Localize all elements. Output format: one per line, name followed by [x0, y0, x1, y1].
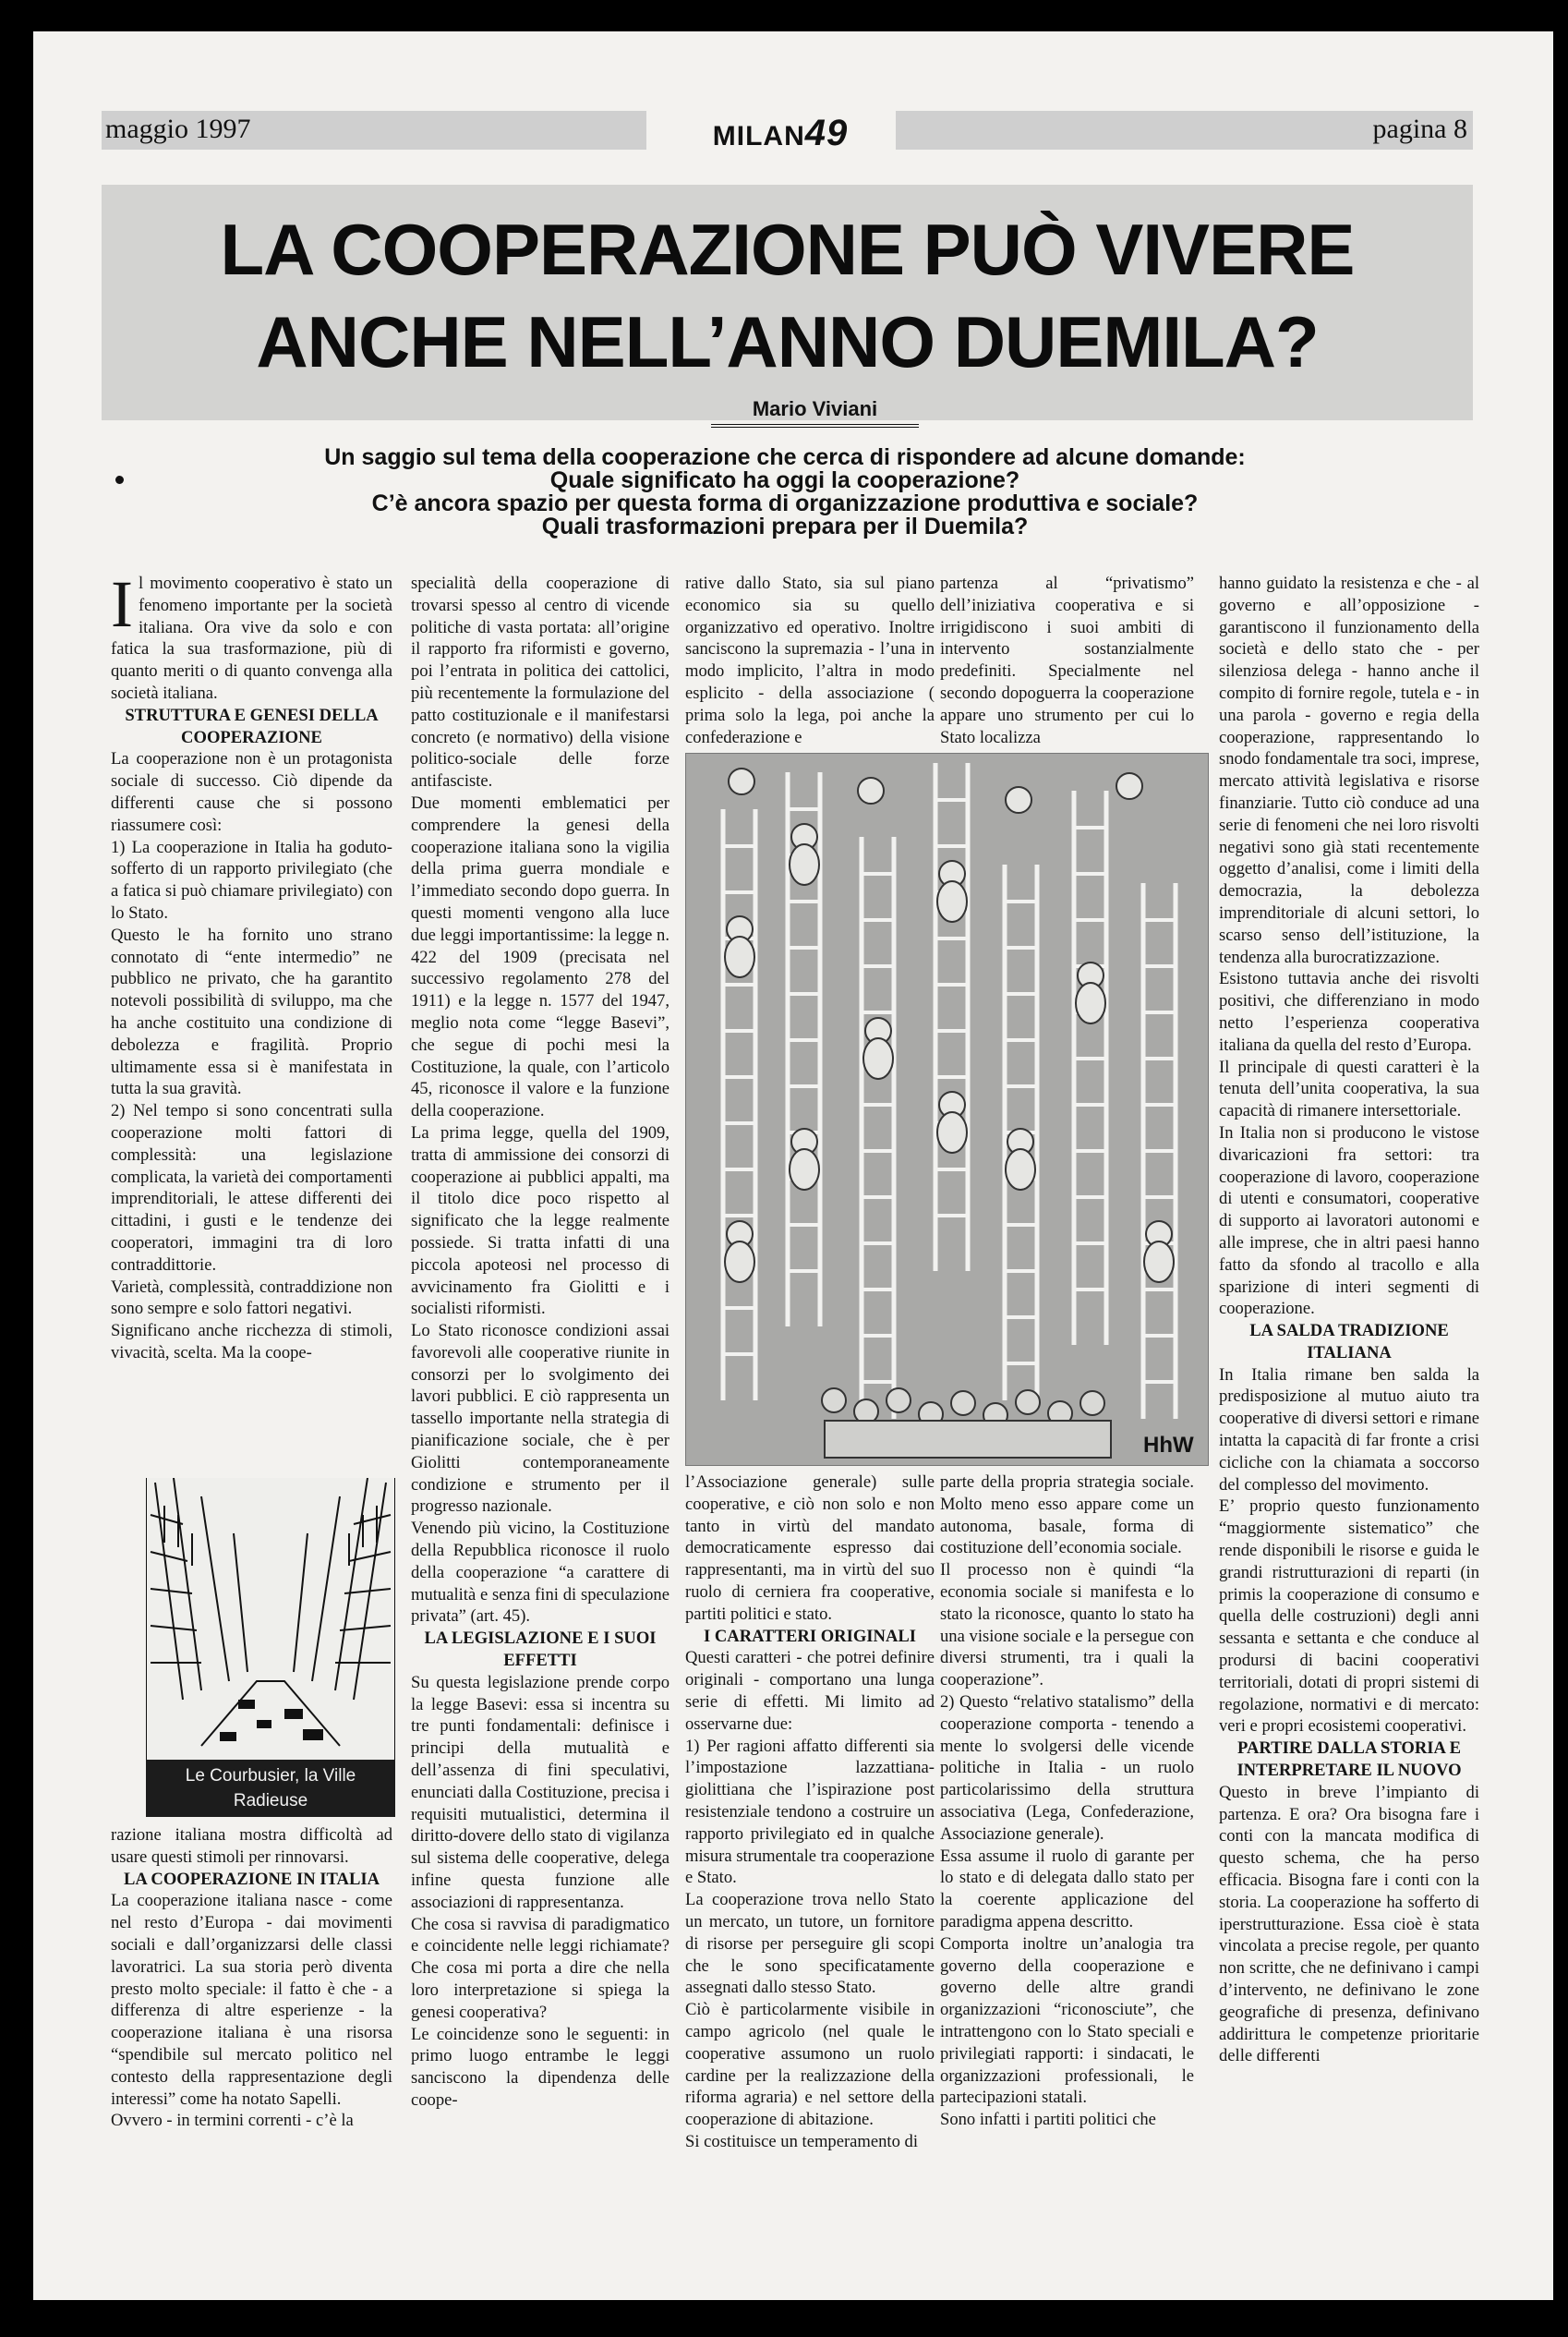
- masthead-left-bar: [102, 111, 646, 150]
- paragraph: 1) La cooperazione in Italia ha goduto-sofferto di un rapporto privilegiato (che a fatica si può chiamare privilegiato) con lo Stato.: [111, 837, 392, 923]
- paragraph: Questo le ha fornito uno strano connotato di “ente intermedio” ne pubblico ne privato, che ha garantito notevoli possibilità di sviluppo, ma che ha anche costituito una condizione di debolezza e fragilità. Proprio ultimamente essa si è manifestata in tutta la sua gravità.: [111, 925, 392, 1099]
- masthead-right-bar: [896, 111, 1473, 150]
- paragraph: Comporta inoltre un’analogia tra governo della cooperazione e governo delle altre grandi organizzazioni “riconosciute”, che intrattengono con lo Stato speciali e privilegiati rapporti: i sindacati, le organizzazioni professionali, le partecipazioni statali.: [940, 1933, 1194, 2108]
- paragraph: La cooperazione italiana nasce - come nel resto d’Europa - dai movimenti sociali e dall’organizzarsi delle classi lavoratrici. La sua storia però diventa presto molto speciale: il fatto è che - a differenza di altre esperienze - la cooperazione italiana è una risorsa “spendibile sul mercato politico nel contesto della rappresentazione degli interessi” come ha notato Sapelli.: [111, 1891, 392, 2109]
- deck-line-3: C’è ancora spazio per questa forma di organizzazione produttiva e sociale?: [371, 490, 1199, 516]
- city-sketch-illustration: [146, 1478, 395, 1760]
- byline: Mario Viviani: [711, 397, 919, 428]
- column-1-continued: [111, 1824, 392, 2132]
- paragraph: partenza al “privatismo” dell’iniziativa cooperativa e si irrigidiscono i suoi ambiti di intervento sostanzialmente predefiniti. Specialmente nel secondo dopoguerra la cooperazione appare uno strumento per cui lo Stato localizza: [940, 574, 1194, 747]
- paragraph: Ciò è particolarmente visibile in campo agricolo (nel quale le cooperative assumono un ruolo cardine per la realizzazione della riforma agraria) e nel settore della cooperazione di abitazione.: [685, 2000, 935, 2130]
- paragraph: La prima legge, quella del 1909, tratta di ammissione dei consorzi di cooperazione ai pubblici appalti, ma il titolo dice poco rispetto al significato che la legge realmente possiede. Si tratta infatti di una piccola apoteosi nel processo di avvicinamento fra Giolitti e i socialisti riformisti.: [411, 1122, 669, 1319]
- column-1: [111, 567, 392, 1364]
- paragraph: Essa assume il ruolo di garante per lo stato e di delegata dallo stato per la coerente applicazione del paradigma appena descritto.: [940, 1846, 1194, 1931]
- issue-date: maggio 1997: [105, 114, 251, 144]
- deck-line-4: Quali trasformazioni prepara per il Duemila?: [541, 514, 1029, 539]
- drop-cap: I: [111, 567, 133, 641]
- paragraph: La cooperazione non è un protagonista sociale di successo. Ciò dipende da differenti cause che si possono riassumere così:: [111, 749, 392, 835]
- ladders-painting: [686, 754, 1208, 1465]
- paragraph: 1) Per ragioni affatto differenti sia l’impostazione lazzattiana-giolittiana che l’ispirazione post resistenziale tendono a costruire un rapporto privilegiato ed in qualche misura strumentale tra cooperazione e Stato.: [685, 1736, 935, 1888]
- section-heading: I CARATTERI ORIGINALI: [703, 1626, 917, 1646]
- paragraph: Venendo più vicino, la Costituzione della Repubblica riconosce il ruolo della cooperazione “a carattere di mutualità e senza fini di speculazione privata” (art. 45).: [411, 1519, 669, 1627]
- section-heading: LA COOPERAZIONE IN ITALIA: [123, 1869, 380, 1889]
- section-heading: PARTIRE DALLA STORIA E INTERPRETARE IL NUOVO: [1236, 1738, 1462, 1781]
- paragraph: Il principale di questi caratteri è la tenuta dell’unita cooperativa, la sua capacità di rimanere intersettoriale.: [1219, 1057, 1479, 1121]
- section-heading: LA SALDA TRADIZIONE ITALIANA: [1249, 1321, 1449, 1362]
- page-number: pagina 8: [1372, 114, 1467, 144]
- section-heading: STRUTTURA E GENESI DELLA COOPERAZIONE: [125, 705, 379, 747]
- paragraph: 2) Questo “relativo statalismo” della cooperazione comporta - tenendo a mente lo svolgersi delle vicende politiche in Italia - un ruolo particolarissimo della struttura associativa (Lega, Confederazione, Associazione generale).: [940, 1691, 1194, 1844]
- paragraph: Ovvero - in termini correnti - c’è la: [111, 2111, 354, 2131]
- paragraph: Questo in breve l’impianto di partenza. E ora? Ora bisogna fare i conti con la mancata modifica di questo schema, che ha perso efficacia. Bisogna fare i conti con la storia. La cooperazione ha sofferto di iperstrutturazione. Essa cioè è stata vincolata a precise regole, per quanto non scritte, che ne definivano i campi d’intervento, ne definivano le zone geografiche di presenza, definivano addirittura le competenze prioritarie delle differenti: [1219, 1782, 1479, 2066]
- image-caption: [146, 1760, 395, 1817]
- caption-line-1: Le Courbusier, la Ville: [185, 1766, 356, 1786]
- bullet-mark: [115, 476, 124, 484]
- headline-line-2: ANCHE NELL’ANNO DUEMILA?: [256, 301, 1319, 382]
- logo-number: 49: [804, 113, 849, 153]
- column-3-bottom: [685, 1471, 935, 2153]
- paragraph: Significano anche ricchezza di stimoli, vivacità, scelta. Ma la coope-: [111, 1321, 392, 1362]
- headline-line-1: LA COOPERAZIONE PUÒ VIVERE: [220, 209, 1355, 290]
- paragraph: specialità della cooperazione di trovarsi spesso al centro di vicende politiche di vasta portata: all’origine il rapporto fra riformisti e governo, poi l’entrata in politica dei cattolici, più recentemente la formulazione del patto costituzionale e il manifestarsi concreto (e normativo) della visione politico-sociale delle forze antifasciste.: [411, 574, 669, 792]
- paragraph: In Italia non si producono le vistose divaricazioni fra settori: tra cooperazione di lavoro, cooperazione di utenti e consumatori, cooperative di supporto ai lavoratori autonomi e alle imprese, che in altri paesi hanno fatto da sfondo al tracollo e alla sparizione di interi segmenti di cooperazione.: [1219, 1122, 1479, 1319]
- headline-panel: [102, 185, 1473, 420]
- column-4-bottom: [940, 1471, 1194, 2131]
- newspaper-logo: [674, 113, 887, 154]
- column-2: [411, 573, 669, 2112]
- logo-prefix: MILAN: [712, 121, 805, 151]
- headline: [102, 203, 1473, 388]
- paragraph: Le coincidenze sono le seguenti: in primo luogo entrambe le leggi sanciscono la dipendenza delle coope-: [411, 2024, 669, 2110]
- paragraph: Il processo non è quindi “la economia sociale si manifesta e lo stato la riconosce, quanto lo stato ha una visione sociale e la persegue con diversi strumenti, tra i quali la cooperazione”.: [940, 1560, 1194, 1690]
- paragraph: Si costituisce un temperamento di: [685, 2131, 918, 2151]
- paragraph: hanno guidato la resistenza e che - al governo e all’opposizione - garantiscono il funzionamento della società e dello stato che - per silenziosa delega - hanno anche il compito di fornire regole, tutela e - in una parola - governo e regia della cooperazione, rappresentando lo snodo fondamentale tra soci, imprese, mercato attività legislativa e risorse finanziarie. Tutto ciò conduce ad una serie di fenomeni che nei loro risvolti negativi sono già stati recentemente oggetto d’analisi, come i limiti della democrazia, la debolezza imprenditoriale di alcuni settori, lo scarso senso dell’istituzione, la tendenza alla burocratizzazione.: [1219, 574, 1479, 967]
- paragraph: Lo Stato riconosce condizioni assai favorevoli alle cooperative riunite in consorzi per lo svolgimento dei lavori pubblici. E ciò rappresenta un tassello importante nella strategia di pianificazione sociale, che è per Giolitti contemporaneamente condizione e strumento per il progresso nazionale.: [411, 1321, 669, 1517]
- ladders-artwork: [685, 753, 1209, 1466]
- sketch-drawing: [146, 1478, 395, 1760]
- artist-signature: HhW: [1143, 1433, 1194, 1458]
- paragraph: razione italiana mostra difficoltà ad usare questi stimoli per rinnovarsi.: [111, 1825, 392, 1867]
- paragraph: rative dallo Stato, sia sul piano economico sia su quello organizzativo ed operativo. Inoltre sanciscono la supremazia - l’una in modo implicito, l’altra in modo esplicito - della associazione ( prima solo la lega, poi anche la confederazione e: [685, 574, 935, 747]
- column-5: [1219, 573, 1479, 2067]
- column-4-top: [940, 573, 1194, 748]
- deck-subtitle: [139, 446, 1431, 539]
- paragraph: E’ proprio questo funzionamento “maggiormente sistematico” che rende disponibili le risorse e guida le grandi ristrutturazioni di reparti (in primis la cooperazione di consumo e quella delle costruzioni) degli anni sessanta e settanta e che conduce al prodursi di bacini cooperativi territoriali, dotati di propri sistemi di regolazione, normativi e di mercato: veri e propri ecosistemi cooperativi.: [1219, 1496, 1479, 1737]
- section-heading: LA LEGISLAZIONE E I SUOI EFFETTI: [424, 1629, 657, 1671]
- paragraph: Su questa legislazione prende corpo la legge Basevi: essa si incentra su tre punti fondamentali: definisce i principi della mutualità e dell’assenza di fini speculativi, enunciati dalla Costituzione, precisa i requisiti mutualistici, determina il diritto-dovere dello stato di vigilanza sul sistema delle cooperative, delega infine questa funzione alle associazioni di rappresentanza.: [411, 1672, 669, 1912]
- paragraph: 2) Nel tempo si sono concentrati sulla cooperazione molti fattori di complessità: una legislazione complicata, la varietà dei comportamenti imprenditoriali, le attese differenti dei cittadini, i gusti e le tendenze dei cooperatori, immagini tra di loro contraddittorie.: [111, 1101, 392, 1275]
- paragraph: Sono infatti i partiti politici che: [940, 2110, 1156, 2130]
- masthead: [102, 111, 1473, 153]
- deck-line-1: Un saggio sul tema della cooperazione che cerca di rispondere ad alcune domande:: [324, 444, 1246, 470]
- paragraph: parte della propria strategia sociale. Molto meno esso appare come un autonoma, basale, forma di costituzione dell’economia sociale.: [940, 1472, 1194, 1558]
- paragraph: Che cosa si ravvisa di paradigmatico e coincidente nelle leggi richiamate? Che cosa mi porta a dire che nella loro interpretazione si spiega la genesi cooperativa?: [411, 1914, 669, 2022]
- paragraph: l’Associazione generale) sulle cooperative, e ciò non solo e non tanto in virtù del mandato democraticamente espresso dai rappresentanti, ma in virtù del suo ruolo di cerniera fra cooperative, partiti politici e stato.: [685, 1472, 935, 1624]
- paragraph: Esistono tuttavia anche dei risvolti positivi, che differenziano in modo netto l’esperienza cooperativa italiana da quella del resto d’Europa.: [1219, 969, 1479, 1055]
- paragraph: In Italia rimane ben salda la predisposizione al mutuo aiuto tra cooperative di diversi settori e rimane intatta la capacità di far fronte a crisi cicliche con la chiamata a soccorso del complesso del movimento.: [1219, 1364, 1479, 1495]
- deck-line-2: Quale significato ha oggi la cooperazione?: [549, 467, 1020, 493]
- paragraph: La cooperazione trova nello Stato un mercato, un tutore, un fornitore di risorse per perseguire gli scopi che le sono specificatamente assegnati dallo stesso Stato.: [685, 1890, 935, 1998]
- paragraph: [111, 567, 392, 705]
- paragraph: Varietà, complessità, contraddizione non sono sempre e solo fattori negativi.: [111, 1277, 392, 1319]
- caption-line-2: Radieuse: [233, 1791, 308, 1810]
- paragraph: Questi caratteri - che potrei definire originali - comportano una lunga serie di effetti. Mi limito ad osservarne due:: [685, 1648, 935, 1734]
- column-3-top: [685, 573, 935, 748]
- paragraph: Due momenti emblematici per comprendere la genesi della cooperazione italiana sono la vigilia della prima guerra mondiale e l’immediato secondo dopo guerra. In questi momenti vengono alla luce due leggi importantissime: la legge n. 422 del 1909 (precisata nel successivo regolamento 278 del 1911) e la legge n. 1577 del 1947, meglio nota come “legge Basevi”, che segue di pochi mesi la Costituzione, la quale, con l’articolo 45, riconosce il valore e la funzione della cooperazione.: [411, 793, 669, 1121]
- paragraph-text: l movimento cooperativo è stato un fenomeno importante per la società italiana. Ora vive da solo e con fatica la sua trasformazione, più di quanto meriti o di quanto convenga alla società italiana.: [111, 574, 392, 703]
